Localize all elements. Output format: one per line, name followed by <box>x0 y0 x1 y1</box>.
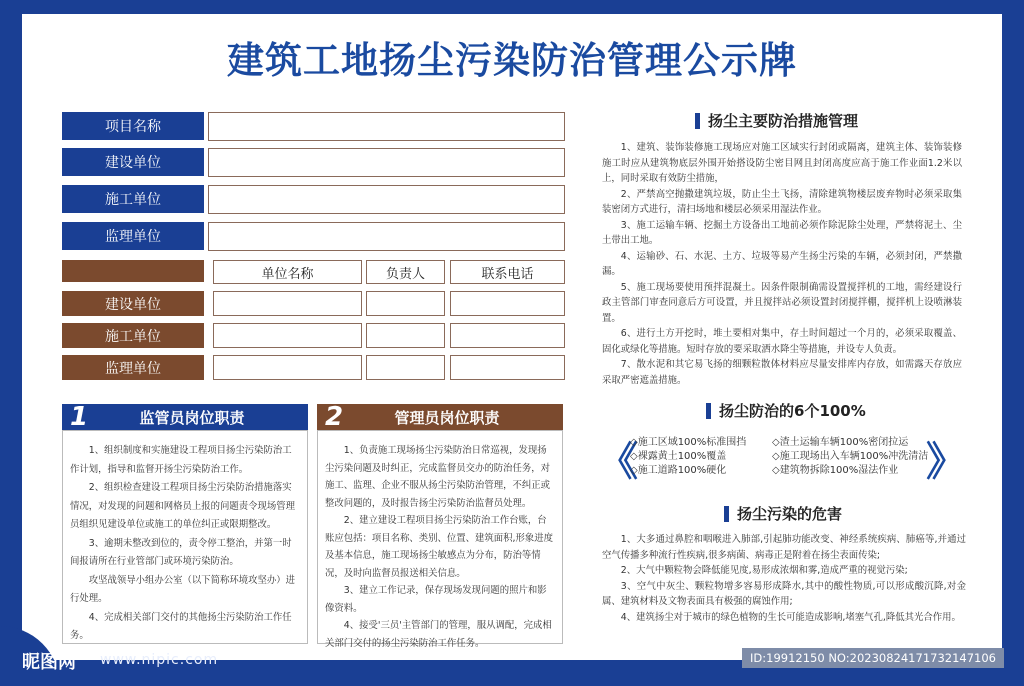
header-unit-name: 单位名称 <box>213 260 362 284</box>
chevron-left-icon: 《 <box>598 439 638 485</box>
table-cell[interactable] <box>366 323 445 348</box>
duty2-number: 2 <box>324 402 344 432</box>
header-phone: 联系电话 <box>450 260 565 284</box>
watermark-logo: 昵图网 <box>22 652 76 673</box>
duty2-para: 1、负责施工现场扬尘污染防治日常巡视，发现扬尘污染问题及时纠正，完成监督员交办的防治任务，对施工、监理、企业不服从扬尘污染防治管理，不纠正或整改问题的，及时报告扬尘污染防治监督员处理。 <box>325 445 551 509</box>
harm-title: 扬尘污染的危害 <box>737 505 843 523</box>
measures-para: 7、散水泥和其它易飞扬的细颗粒散体材料应尽量安排库内存放，如需露天存放应采取严密遮盖措施。 <box>602 359 962 386</box>
chevron-right-icon: 》 <box>926 439 966 485</box>
table-cell[interactable] <box>213 323 362 348</box>
watermark-url: www.nipic.com <box>100 652 219 668</box>
duty2-header <box>317 404 563 430</box>
page-title: 建筑工地扬尘污染防治管理公示牌 <box>227 39 797 82</box>
duty1-para: 4、完成相关部门交付的其他扬尘污染防治工作任务。 <box>70 611 292 641</box>
six100-left-list <box>630 436 770 478</box>
six100-right-list <box>772 436 932 478</box>
six100-title: 扬尘防治的6个100% <box>719 402 866 420</box>
table-cell[interactable] <box>450 291 565 316</box>
duty2-para: 4、接受'三员'主管部门的管理，服从调配，完成相关部门交付的扬尘污染防治工作任务。 <box>325 620 552 649</box>
contact-table-corner <box>62 260 204 282</box>
table-cell[interactable] <box>450 355 565 380</box>
measures-para: 6、进行土方开挖时，堆土要相对集中，存土时间超过一个月的，必须采取覆盖、固化或绿化等措施。短时存放的要采取洒水降尘等措施，并设专人负责。 <box>602 328 962 355</box>
six100-item: ◇施工现场出入车辆100%冲洗清洁 <box>772 451 929 462</box>
table-row-label: 建设单位 <box>62 291 204 316</box>
measures-title: 扬尘主要防治措施管理 <box>708 112 859 130</box>
heading-bar <box>695 113 700 129</box>
build-unit-field[interactable] <box>208 148 565 177</box>
duty2-text <box>325 442 553 652</box>
supervise-unit-label: 监理单位 <box>62 222 204 250</box>
six100-item: ◇施工区域100%标准围挡 <box>630 437 747 448</box>
table-cell[interactable] <box>366 355 445 380</box>
duty1-para: 2、组织检查建设工程项目扬尘污染防治措施落实情况，对发现的问题和网格员上报的问题责令现场管理员组织见建设单位或施工的单位纠正或限期整改。 <box>70 482 296 530</box>
harm-para: 1、大多通过鼻腔和咽喉进入肺部,引起肺功能改变、神经系统疾病、肺癌等,并通过空气传播多种流行性疾病,很多病菌、病毒正是附着在扬尘表面传染; <box>602 534 966 561</box>
supervise-unit-field[interactable] <box>208 222 565 251</box>
header-person: 负责人 <box>366 260 445 284</box>
table-row-label: 施工单位 <box>62 323 204 348</box>
table-row-label: 监理单位 <box>62 355 204 380</box>
duty2-para: 2、建立建设工程项目扬尘污染防治工作台账，台账应包括：项目名称、类别、位置、建筑面积,形象进度及基本信息，施工现场扬尘敏感点为分布，防治等情况，及时向监督员报送相关信息。 <box>325 515 553 579</box>
table-cell[interactable] <box>213 355 362 380</box>
measures-para: 2、严禁高空抛撒建筑垃圾，防止尘土飞扬，清除建筑物楼层废弃物时必须采取集装密闭方式进行，清扫场地和楼层必须采用湿法作业。 <box>602 188 962 215</box>
six100-item: ◇渣土运输车辆100%密闭拉运 <box>772 437 909 448</box>
duty1-title: 监管员岗位职责 <box>139 408 245 427</box>
harm-para: 4、建筑扬尘对于城市的绿色植物的生长可能造成影响,堵塞气孔,降低其光合作用。 <box>620 611 961 623</box>
harm-text <box>602 532 966 625</box>
harm-para: 2、大气中颗粒物会降低能见度,易形成浓烟和雾,造成严重的视觉污染; <box>620 565 908 576</box>
duty1-para: 3、逾期未整改到位的，责令停工整治，并第一时间报请所在行业管部门或环境污染防治。 <box>70 537 292 567</box>
measures-para: 5、施工现场要使用预拌混凝土。因条件限制确需设置搅拌机的工地，需经建设行政主管部门审查同意后方可设置，并且搅拌站必须设置封闭搅拌棚，搅拌机上设喷淋装置。 <box>602 281 962 324</box>
duty2-para: 3、建立工作记录，保存现场发现问题的照片和影像资料。 <box>325 585 547 614</box>
six100-heading <box>706 400 866 421</box>
construct-unit-field[interactable] <box>208 185 565 214</box>
six100-item: ◇裸露黄土100%覆盖 <box>630 451 727 462</box>
table-cell[interactable] <box>366 291 445 316</box>
six100-item: ◇施工道路100%硬化 <box>630 465 727 476</box>
measures-para: 3、施工运输车辆、挖掘土方设备出工地前必须作除泥除尘处理，严禁将泥土、尘土带出工地。 <box>602 219 962 246</box>
table-cell[interactable] <box>450 323 565 348</box>
duty1-para: 攻坚战领导小组办公室（以下简称环境攻坚办）进行处理。 <box>70 574 296 604</box>
heading-bar <box>724 506 729 522</box>
duty1-header <box>62 404 308 430</box>
harm-heading <box>724 503 842 524</box>
measures-para: 1、建筑、装饰装修施工现场应对施工区域实行封闭或隔离，建筑主体、装饰装修施工时应从建筑物底层外围开始搭设防尘密目网且封闭高度应高于施工作业面1.2米以上，同时采取有效防尘措施， <box>602 142 962 184</box>
project-name-field[interactable] <box>208 112 565 141</box>
duty1-para: 1、组织制度和实施建设工程项目扬尘污染防治工作计划，指导和监督开扬尘污染防治工作。 <box>70 445 292 475</box>
build-unit-label: 建设单位 <box>62 148 204 176</box>
measures-heading <box>695 110 858 131</box>
table-cell[interactable] <box>213 291 362 316</box>
measures-text <box>602 140 962 388</box>
duty2-title: 管理员岗位职责 <box>394 408 500 427</box>
harm-para: 3、空气中灰尘、颗粒物增多容易形成降水,其中的酸性物质,可以形成酸沉降,对金属、建筑材料及文物表面具有极强的腐蚀作用; <box>602 580 966 607</box>
duty1-number: 1 <box>69 402 89 432</box>
duty1-text <box>70 442 298 646</box>
heading-bar <box>706 403 711 419</box>
project-name-label: 项目名称 <box>62 112 204 140</box>
six100-item: ◇建筑物拆除100%湿法作业 <box>772 465 899 476</box>
construct-unit-label: 施工单位 <box>62 185 204 213</box>
measures-para: 4、运输砂、石、水泥、土方、垃圾等易产生扬尘污染的车辆，必须封闭，严禁撒漏。 <box>602 250 962 277</box>
watermark-id: ID:19912150 NO:20230824171732147106 <box>742 648 1004 668</box>
